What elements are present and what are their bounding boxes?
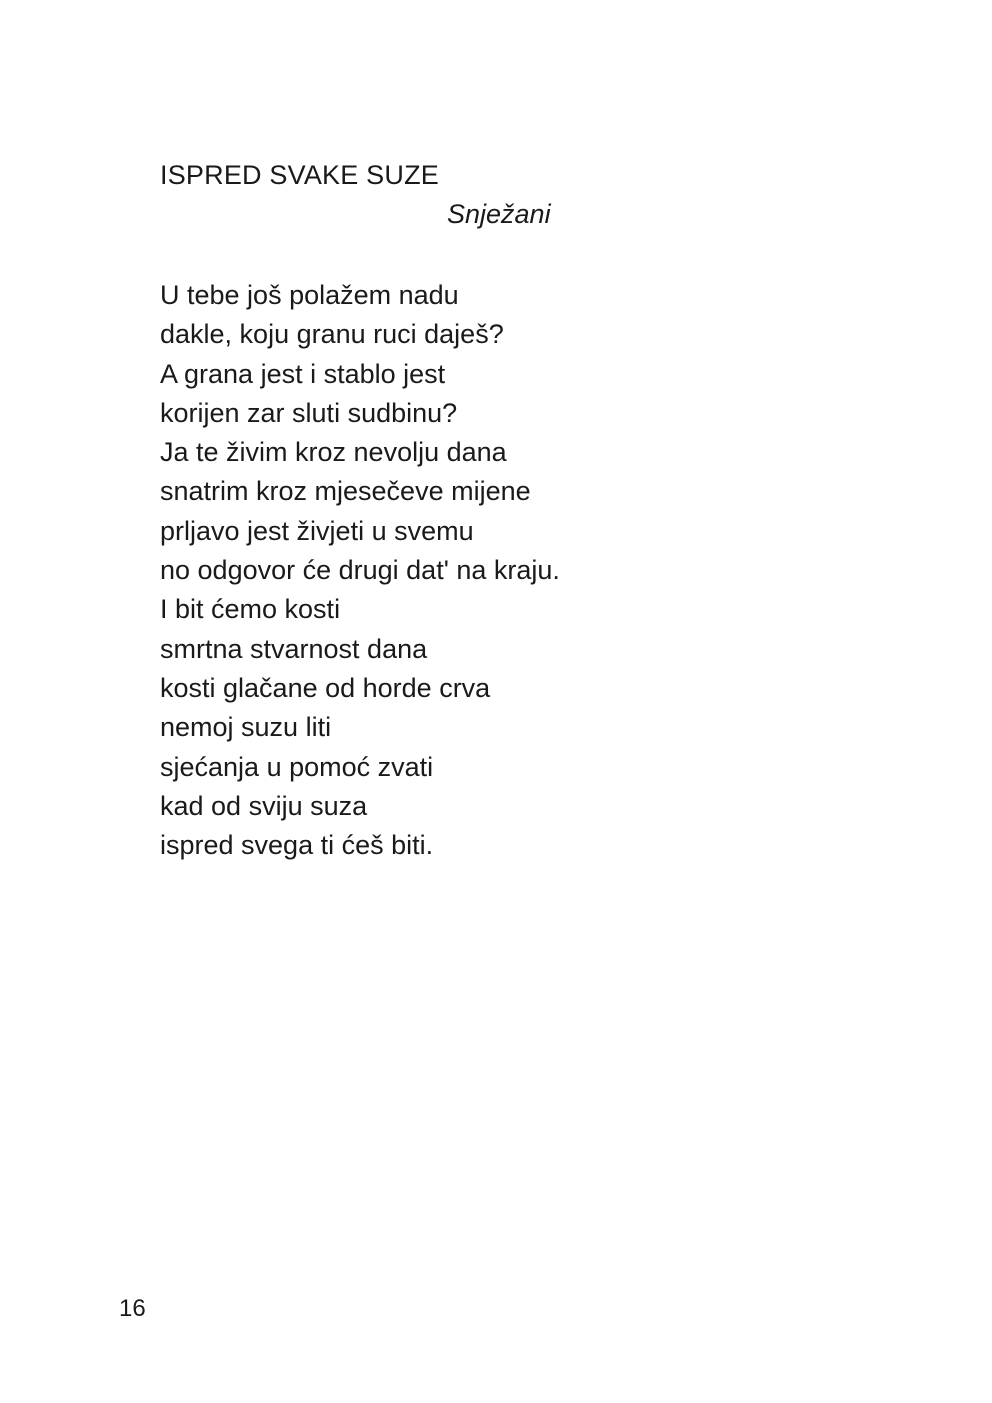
poem-line: prljavo jest živjeti u svemu: [160, 515, 474, 546]
poem-line: A grana jest i stablo jest: [160, 358, 446, 389]
poem-line: nemoj suzu liti: [160, 712, 332, 743]
poem-line: Ja te živim kroz nevolju dana: [160, 437, 507, 468]
poem-line: no odgovor će drugi dat' na kraju.: [160, 555, 560, 586]
page-number: 16: [119, 1295, 146, 1322]
poem-line: sjećanja u pomoć zvati: [160, 751, 434, 782]
poem-dedication: Snježani: [447, 199, 551, 229]
poem-line: kosti glačane od horde crva: [160, 672, 491, 703]
poem-title: ISPRED SVAKE SUZE: [160, 160, 439, 190]
poem-line: I bit ćemo kosti: [160, 594, 341, 625]
poem-line: dakle, koju granu ruci daješ?: [160, 319, 504, 350]
poem-line: U tebe još polažem nadu: [160, 280, 459, 310]
poem-line: ispred svega ti ćeš biti.: [160, 830, 434, 861]
poem-line: smrtna stvarnost dana: [160, 633, 428, 664]
poem-line: korijen zar sluti sudbinu?: [160, 397, 458, 428]
poem-line: kad od sviju suza: [160, 790, 368, 821]
poem-line: snatrim kroz mjesečeve mijene: [160, 476, 531, 507]
poem-body: [160, 276, 560, 865]
